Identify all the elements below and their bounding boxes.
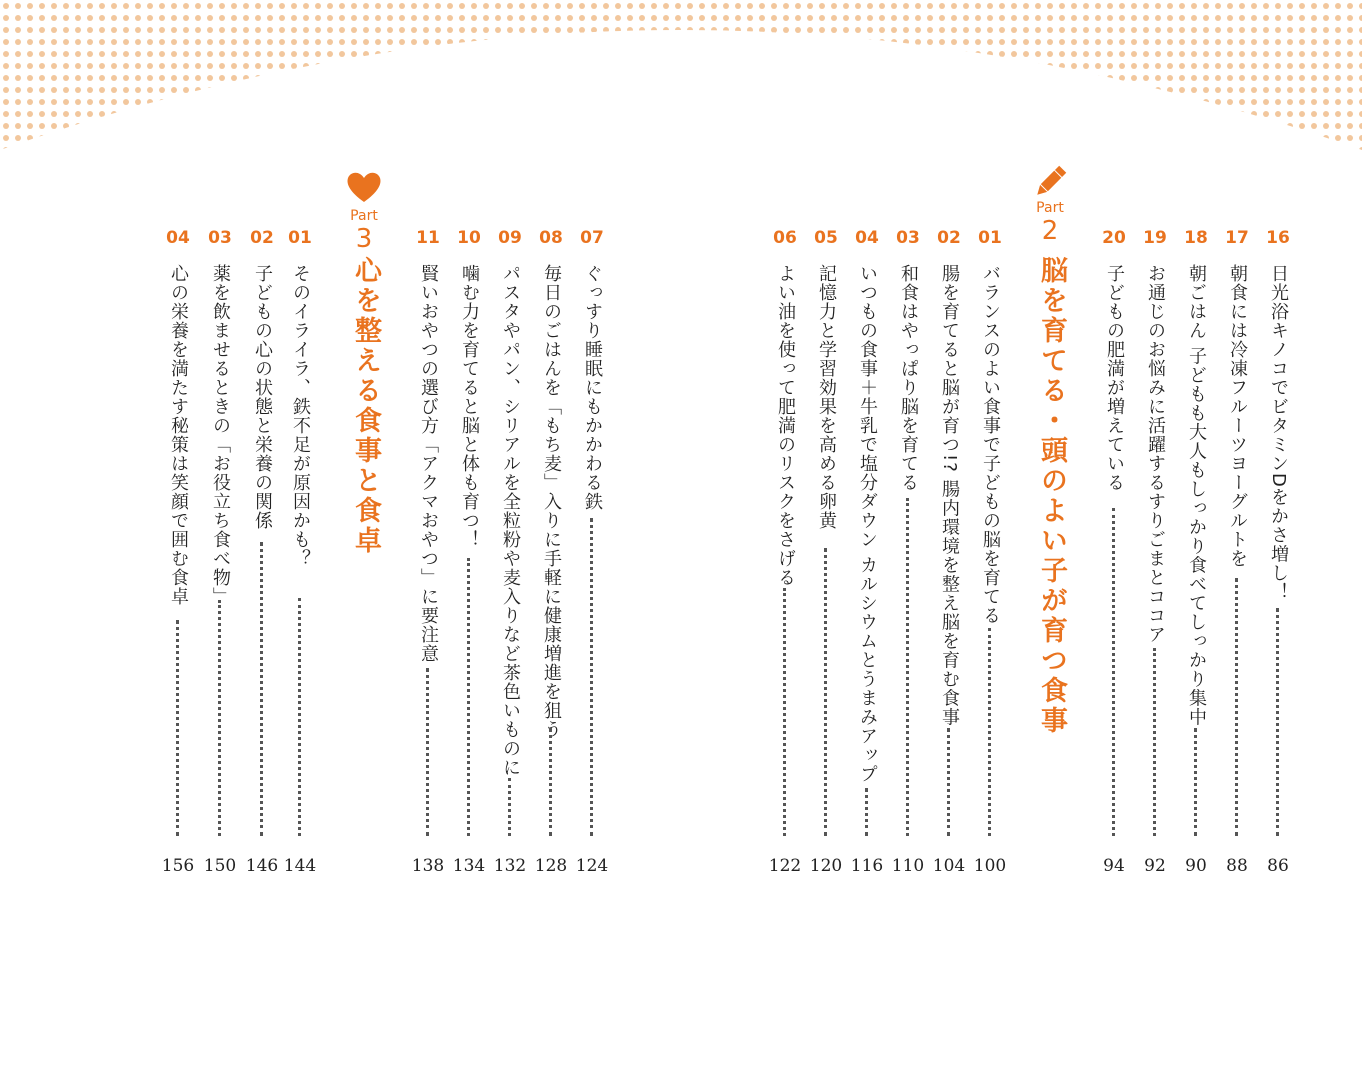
dot-leader (1153, 648, 1156, 836)
entry-page: 132 (493, 856, 527, 876)
entry-page: 146 (245, 856, 279, 876)
entry-title: お通じのお悩みに活躍するすりごまとココア (1145, 264, 1166, 644)
entry-title: ぐっすり睡眠にもかかわる鉄 (582, 264, 603, 511)
entry-number: 10 (457, 228, 481, 248)
toc-entry[interactable] (490, 228, 530, 888)
toc-entry[interactable] (1135, 228, 1175, 888)
part-number: 2 (1041, 216, 1059, 246)
entry-title: 心の栄養を満たす秘策は笑顔で囲む食卓 (168, 264, 189, 606)
toc-entry[interactable] (200, 228, 240, 888)
entry-page: 100 (973, 856, 1007, 876)
entry-page: 144 (283, 856, 317, 876)
dot-leader (1112, 508, 1115, 836)
entry-number: 09 (498, 228, 522, 248)
dot-leader (218, 600, 221, 836)
entry-number: 20 (1102, 228, 1126, 248)
toc-entry[interactable] (806, 228, 846, 888)
dot-leader (508, 778, 511, 836)
entry-page: 94 (1103, 856, 1125, 876)
dot-leader (1276, 608, 1279, 836)
dot-leader (824, 548, 827, 836)
entry-title: 賢いおやつの選び方「アクマおやつ」に要注意 (418, 264, 439, 663)
entry-page: 90 (1185, 856, 1207, 876)
entry-page: 86 (1267, 856, 1289, 876)
dot-leader (260, 542, 263, 836)
entry-page: 124 (575, 856, 609, 876)
entry-title: パスタやパン、シリアルを全粒粉や麦入りなど茶色いものに (500, 264, 521, 777)
entry-page: 134 (452, 856, 486, 876)
part-label: Part (350, 208, 378, 224)
toc-entry[interactable] (1217, 228, 1257, 888)
toc-entry[interactable] (531, 228, 571, 888)
entry-number: 05 (814, 228, 838, 248)
entry-page: 92 (1144, 856, 1166, 876)
entry-title: 記憶力と学習効果を高める卵黄 (816, 264, 837, 530)
dot-leader (426, 668, 429, 836)
entry-page: 116 (850, 856, 884, 876)
dot-leader (783, 588, 786, 836)
dot-leader (467, 558, 470, 836)
part-label: Part (1036, 200, 1064, 216)
entry-title: 朝食には冷凍フルーツヨーグルトを (1227, 264, 1248, 568)
entry-page: 122 (768, 856, 802, 876)
toc-entry[interactable] (1176, 228, 1216, 888)
toc-entry[interactable] (280, 228, 320, 888)
entry-number: 06 (773, 228, 797, 248)
dot-leader (865, 788, 868, 836)
entry-number: 07 (580, 228, 604, 248)
entry-title: いつもの食事＋牛乳で塩分ダウン カルシウムとうまみアップ (857, 264, 878, 784)
dot-leader (947, 728, 950, 836)
dot-leader (298, 598, 301, 836)
entry-number: 17 (1225, 228, 1249, 248)
toc-entry[interactable] (1094, 228, 1134, 888)
entry-number: 01 (288, 228, 312, 248)
entry-title: 朝ごはん 子どもも大人もしっかり食べてしっかり集中 (1186, 264, 1207, 727)
entry-page: 110 (891, 856, 925, 876)
entry-number: 18 (1184, 228, 1208, 248)
entry-page: 128 (534, 856, 568, 876)
entry-page: 156 (161, 856, 195, 876)
pencil-icon (1030, 162, 1070, 202)
entry-page: 138 (411, 856, 445, 876)
entry-number: 08 (539, 228, 563, 248)
toc-entry[interactable] (408, 228, 448, 888)
entry-title: 子どもの肥満が増えている (1104, 264, 1125, 492)
toc-entry[interactable] (572, 228, 612, 888)
toc-entry[interactable] (158, 228, 198, 888)
entry-page: 120 (809, 856, 843, 876)
toc-entry[interactable] (929, 228, 969, 888)
dot-leader (1235, 578, 1238, 836)
entry-number: 02 (937, 228, 961, 248)
part-2-title: 脳を育てる・頭のよい子が育つ食事 (1036, 256, 1067, 736)
entry-number: 04 (166, 228, 190, 248)
toc-entry[interactable] (765, 228, 805, 888)
entry-title: 和食はやっぱり脳を育てる (898, 264, 919, 492)
dot-leader (988, 628, 991, 836)
dot-leader (590, 518, 593, 836)
entry-number: 01 (978, 228, 1002, 248)
entry-title: バランスのよい食事で子どもの脳を育てる (980, 264, 1001, 625)
toc-entry[interactable] (242, 228, 282, 888)
entry-title: 噛む力を育てると脳と体も育つ！ (459, 264, 480, 549)
heart-icon (344, 170, 384, 204)
entry-number: 02 (250, 228, 274, 248)
toc-entry[interactable] (888, 228, 928, 888)
toc-entry[interactable] (1258, 228, 1298, 888)
entry-title: 日光浴キノコでビタミンDをかさ増し！ (1268, 264, 1289, 602)
entry-number: 04 (855, 228, 879, 248)
entry-title: よい油を使って肥満のリスクをさげる (775, 264, 796, 587)
entry-page: 104 (932, 856, 966, 876)
entry-title: 子どもの心の状態と栄養の関係 (252, 264, 273, 530)
entry-title: そのイライラ、鉄不足が原因かも？ (290, 264, 311, 568)
dot-leader (549, 728, 552, 836)
entry-title: 毎日のごはんを「もち麦」入りに手軽に健康増進を狙う (541, 264, 562, 739)
entry-number: 11 (416, 228, 440, 248)
toc-entry[interactable] (449, 228, 489, 888)
toc-entry[interactable] (970, 228, 1010, 888)
entry-number: 16 (1266, 228, 1290, 248)
part-3-title: 心を整える食事と食卓 (350, 256, 381, 556)
part-number: 3 (355, 224, 373, 254)
dot-leader (1194, 728, 1197, 836)
dot-leader (906, 498, 909, 836)
entry-page: 88 (1226, 856, 1248, 876)
entry-title: 腸を育てると脳が育つ!? 腸内環境を整え脳を育む食事 (939, 264, 960, 727)
entry-number: 03 (208, 228, 232, 248)
entry-page: 150 (203, 856, 237, 876)
dot-leader (176, 620, 179, 836)
toc-entry[interactable] (847, 228, 887, 888)
entry-number: 03 (896, 228, 920, 248)
entry-number: 19 (1143, 228, 1167, 248)
entry-title: 薬を飲ませるときの「お役立ち食べ物」 (210, 264, 231, 606)
